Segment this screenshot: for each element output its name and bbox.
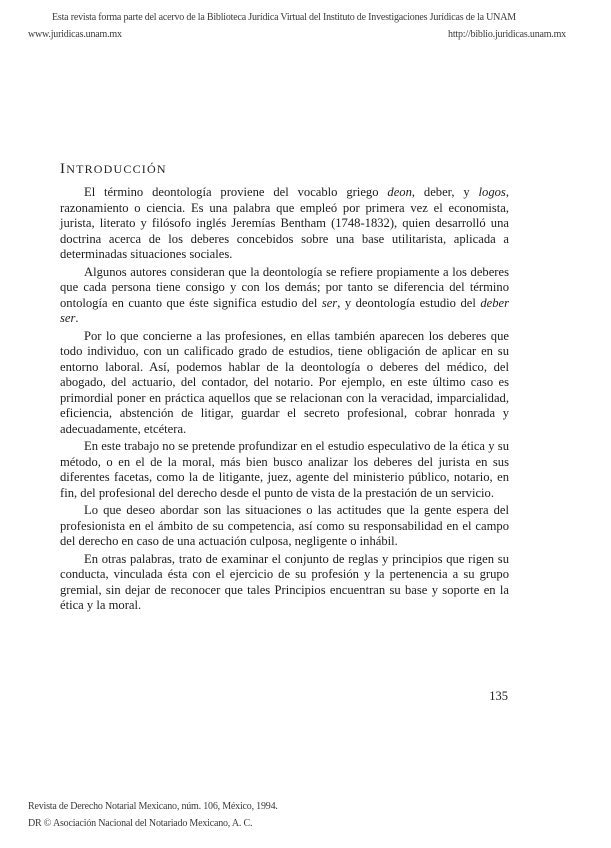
italic-term-deon: deon (387, 185, 412, 199)
italic-term-ser: ser (321, 295, 338, 310)
paragraph-2 (60, 265, 509, 327)
article-body (60, 185, 509, 616)
paragraph-1 (60, 185, 509, 263)
italic-term-deber-ser: deber ser (60, 295, 509, 325)
header-left-url[interactable]: www.juridicas.unam.mx (28, 29, 122, 40)
paragraph-4: En este trabajo no se pretende profundizar en el estudio especulativo de la ética y su método, o en el de la moral, más bien busco analizar los deberes del jurista en sus diferentes facetas, como la de litigante, juez, agente del ministerio público, notario, en fin, del profesional del derecho desde el punto de vista de la prestación de un servicio. (60, 439, 509, 500)
header-collection-note: Esta revista forma parte del acervo de la Biblioteca Jurídica Virtual del Instituto de Investigaciones Jurídicas de la UNAM (52, 12, 516, 23)
footer-copyright: DR © Asociación Nacional del Notariado Mexicano, A. C. (28, 818, 253, 829)
section-title-rest: NTRODUCCIÓN (66, 162, 167, 176)
paragraph-text: . (75, 311, 79, 325)
paragraph-6: En otras palabras, trato de examinar el conjunto de reglas y principios que rigen su conducta, vinculada ésta con el ejercicio de su profesión y la pertenencia a su grupo gremial, sin dejar de reconocer que tales Principios encuentran su base y soporte en la ética y la moral. (60, 551, 509, 612)
paragraph-text: , deber, y (411, 185, 479, 199)
footer-citation: Revista de Derecho Notarial Mexicano, núm. 106, México, 1994. (28, 801, 278, 812)
section-title (60, 161, 167, 178)
paragraph-3: Por lo que concierne a las profesiones, en ellas también aparecen los deberes que todo individuo, con un calificado grado de estudios, tiene obligación de aplicar en su entorno laboral. Así, podemos hablar de la deontología o deberes del médico, del abogado, del actuario, del contador, del notario. Por ejemplo, en este último caso es primordial poner en práctica aquellos que se relacionan con la veracidad, imparcialidad, eficiencia, abstención de litigar, guardar el secreto profesional, cobrar honrada y adecuadamente, etcétera. (60, 328, 509, 436)
italic-term-logos: logos (478, 185, 506, 199)
page-number: 135 (489, 689, 508, 703)
section-title-initial: I (60, 161, 67, 177)
header-right-url[interactable]: http://biblio.juridicas.unam.mx (448, 29, 566, 40)
paragraph-text: , y deontología estudio del (337, 295, 481, 310)
paragraph-text: El término deontología proviene del vocablo griego (84, 185, 388, 199)
paragraph-text: , razonamiento o ciencia. Es una palabra que empleó por primera vez el economista, jurista, literato y filósofo inglés Jeremías Bentham (1748-1832), quien desarrolló una doctrina acerca de los deberes concebidos sobre una base utilitarista, aplicada a determinadas situaciones sociales. (60, 185, 509, 261)
paragraph-5: Lo que deseo abordar son las situaciones o las actitudes que la gente espera del profesionista en el ámbito de su competencia, así como su responsabilidad en el campo del derecho en caso de una actuación culposa, negligente o inhábil. (60, 503, 509, 548)
paragraph-text: Algunos autores consideran que la deontología se refiere propiamente a los deberes que cada persona tiene consigo y con los demás; por tanto se diferencia del término ontología en cuanto que éste significa estudio del (60, 264, 509, 310)
